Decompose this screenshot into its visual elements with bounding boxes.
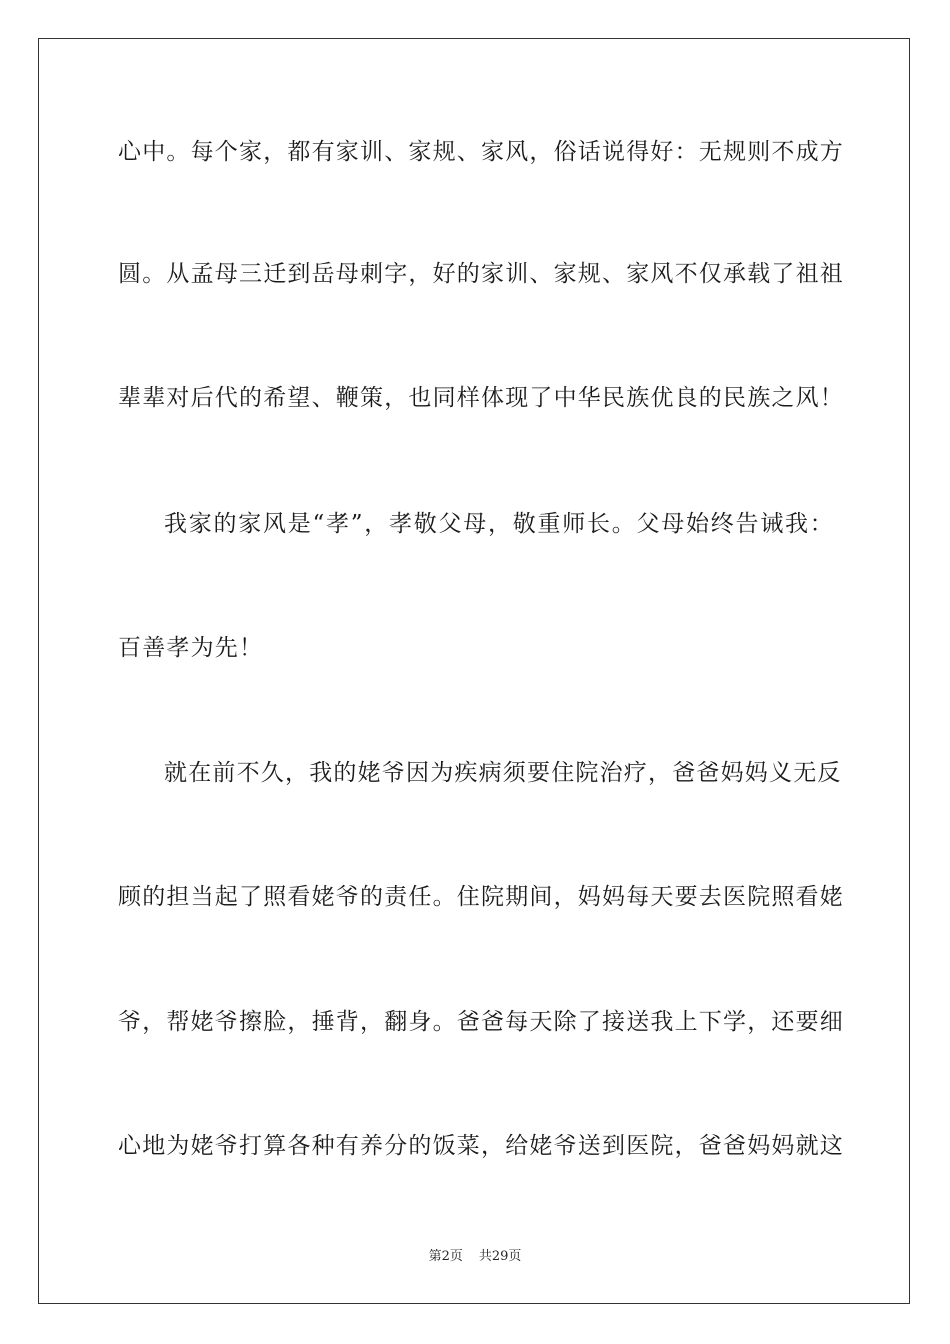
paragraph-line-3: 辈辈对后代的希望、鞭策，也同样体现了中华民族优良的民族之风！	[118, 385, 844, 411]
page-number: 第2页	[428, 1249, 463, 1264]
paragraph-line-8: 爷，帮姥爷擦脸，捶背，翻身。爸爸每天除了接送我上下学，还要细	[118, 1009, 844, 1035]
paragraph-line-2: 圆。从孟母三迁到岳母刺字，好的家训、家规、家风不仅承载了祖祖	[118, 261, 844, 287]
paragraph-line-6: 就在前不久，我的姥爷因为疾病须要住院治疗，爸爸妈妈义无反	[164, 760, 842, 786]
page-border	[38, 38, 910, 1304]
paragraph-line-1: 心中。每个家，都有家训、家规、家风，俗话说得好：无规则不成方	[118, 139, 844, 165]
page-total: 共29页	[478, 1249, 522, 1264]
paragraph-line-9: 心地为姥爷打算各种有养分的饭菜，给姥爷送到医院，爸爸妈妈就这	[118, 1133, 844, 1159]
paragraph-line-4: 我家的家风是“孝”，孝敬父母，敬重师长。父母始终告诫我：	[164, 511, 834, 537]
paragraph-line-5: 百善孝为先！	[118, 635, 264, 661]
paragraph-line-7: 顾的担当起了照看姥爷的责任。住院期间，妈妈每天要去医院照看姥	[118, 884, 844, 910]
page-footer	[0, 1248, 950, 1266]
